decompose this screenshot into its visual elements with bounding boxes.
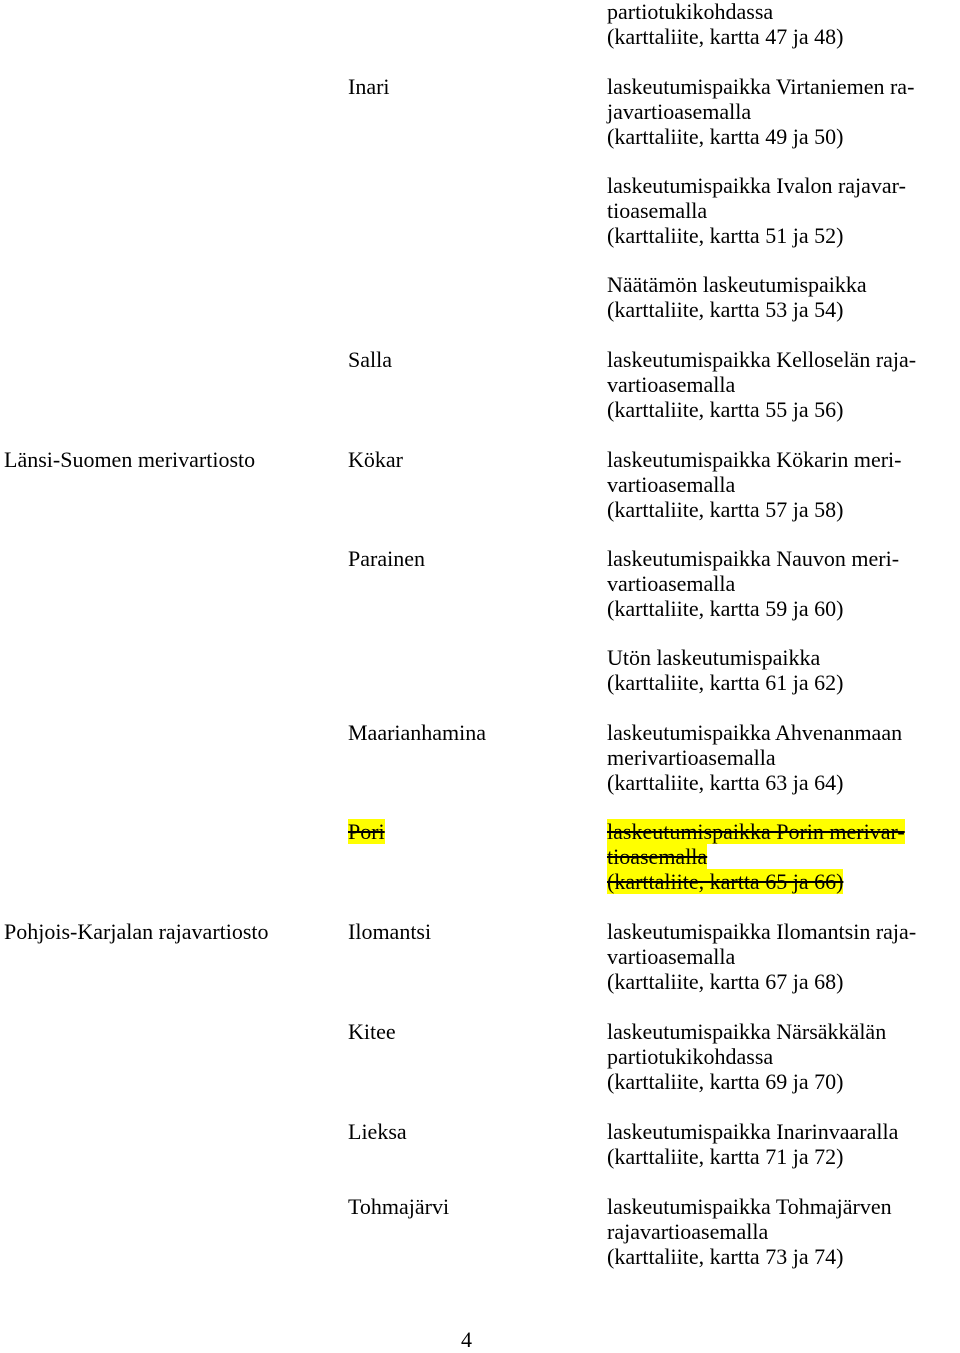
entry-2-line-2: (karttaliite, kartta 51 ja 52) bbox=[607, 222, 844, 248]
entry-10-location: Ilomantsi bbox=[348, 919, 432, 944]
entry-12-line-0: laskeutumispaikka Inarinvaaralla bbox=[607, 1119, 899, 1144]
entry-5-organization: Länsi-Suomen merivartiosto bbox=[4, 447, 256, 472]
entry-6-line-1: vartioasemalla bbox=[607, 570, 736, 596]
entry-13-location: Tohmajärvi bbox=[348, 1194, 450, 1219]
entry-3-line-1: (karttaliite, kartta 53 ja 54) bbox=[607, 296, 844, 322]
entry-3-description bbox=[607, 273, 867, 323]
entry-1-line-2: (karttaliite, kartta 49 ja 50) bbox=[607, 123, 844, 149]
entry-11-line-1: partiotukikohdassa bbox=[607, 1043, 774, 1069]
entry-6-line-2: (karttaliite, kartta 59 ja 60) bbox=[607, 595, 844, 621]
entry-10-description bbox=[607, 920, 916, 994]
entry-2-description bbox=[607, 174, 906, 248]
entry-10-line-2: (karttaliite, kartta 67 ja 68) bbox=[607, 968, 844, 994]
entry-9-line-0: laskeutumispaikka Porin merivar- bbox=[607, 819, 905, 844]
entry-13-line-1: rajavartioasemalla bbox=[607, 1218, 769, 1244]
entry-6-description bbox=[607, 547, 899, 621]
entry-8-location: Maarianhamina bbox=[348, 720, 487, 745]
entry-4-line-1: vartioasemalla bbox=[607, 371, 736, 397]
entry-13-line-2: (karttaliite, kartta 73 ja 74) bbox=[607, 1243, 844, 1269]
entry-10-organization: Pohjois-Karjalan rajavartiosto bbox=[4, 919, 269, 944]
entry-9-line-2-wrap bbox=[607, 870, 905, 895]
entry-4-line-0: laskeutumispaikka Kelloselän raja- bbox=[607, 347, 917, 372]
entry-4-line-2: (karttaliite, kartta 55 ja 56) bbox=[607, 396, 844, 422]
entry-11-line-2: (karttaliite, kartta 69 ja 70) bbox=[607, 1068, 844, 1094]
entry-0-line-0: partiotukikohdassa bbox=[607, 0, 774, 24]
entry-5-line-2: (karttaliite, kartta 57 ja 58) bbox=[607, 496, 844, 522]
page-number: 4 bbox=[461, 1327, 472, 1352]
entry-9-line-2: (karttaliite, kartta 65 ja 66) bbox=[607, 868, 844, 894]
entry-1-description bbox=[607, 75, 914, 149]
entry-0-line-1: (karttaliite, kartta 47 ja 48) bbox=[607, 23, 844, 49]
entry-12-location: Lieksa bbox=[348, 1119, 407, 1144]
entry-8-description bbox=[607, 721, 902, 795]
entry-1-line-1: javartioasemalla bbox=[607, 98, 752, 124]
entry-9-location-struck: Pori bbox=[348, 819, 385, 844]
entry-8-line-0: laskeutumispaikka Ahvenanmaan bbox=[607, 720, 903, 745]
entry-0-description bbox=[607, 0, 843, 50]
entry-1-location: Inari bbox=[348, 74, 390, 99]
entry-6-line-0: laskeutumispaikka Nauvon meri- bbox=[607, 546, 900, 571]
entry-11-location: Kitee bbox=[348, 1019, 396, 1044]
entry-8-line-1: merivartioasemalla bbox=[607, 744, 776, 770]
entry-6-location: Parainen bbox=[348, 546, 425, 571]
entry-8-line-2: (karttaliite, kartta 63 ja 64) bbox=[607, 769, 844, 795]
entry-5-line-1: vartioasemalla bbox=[607, 471, 736, 497]
entry-5-location: Kökar bbox=[348, 447, 403, 472]
entry-9-line-0-wrap bbox=[607, 820, 905, 845]
entry-9-line-1-wrap bbox=[607, 845, 905, 870]
entry-5-description bbox=[607, 448, 901, 522]
entry-10-line-1: vartioasemalla bbox=[607, 943, 736, 969]
entry-2-line-1: tioasemalla bbox=[607, 197, 708, 223]
entry-9-line-1: tioasemalla bbox=[607, 843, 708, 869]
entry-4-location: Salla bbox=[348, 347, 392, 372]
entry-2-line-0: laskeutumispaikka Ivalon rajavar- bbox=[607, 173, 906, 198]
entry-10-line-0: laskeutumispaikka Ilomantsin raja- bbox=[607, 919, 917, 944]
entry-11-line-0: laskeutumispaikka Närsäkkälän bbox=[607, 1019, 887, 1044]
entry-7-line-0: Utön laskeutumispaikka bbox=[607, 645, 821, 670]
entry-7-description bbox=[607, 646, 843, 696]
entry-12-description bbox=[607, 1120, 898, 1170]
entry-9-location bbox=[348, 820, 385, 845]
entry-3-line-0: Näätämön laskeutumispaikka bbox=[607, 272, 867, 297]
entry-13-line-0: laskeutumispaikka Tohmajärven bbox=[607, 1194, 892, 1219]
entry-7-line-1: (karttaliite, kartta 61 ja 62) bbox=[607, 669, 844, 695]
entry-5-line-0: laskeutumispaikka Kökarin meri- bbox=[607, 447, 902, 472]
entry-11-description bbox=[607, 1020, 886, 1094]
entry-13-description bbox=[607, 1195, 892, 1269]
entry-4-description bbox=[607, 348, 916, 422]
entry-12-line-1: (karttaliite, kartta 71 ja 72) bbox=[607, 1143, 844, 1169]
entry-1-line-0: laskeutumispaikka Virtaniemen ra- bbox=[607, 74, 915, 99]
entry-9-description bbox=[607, 820, 905, 894]
